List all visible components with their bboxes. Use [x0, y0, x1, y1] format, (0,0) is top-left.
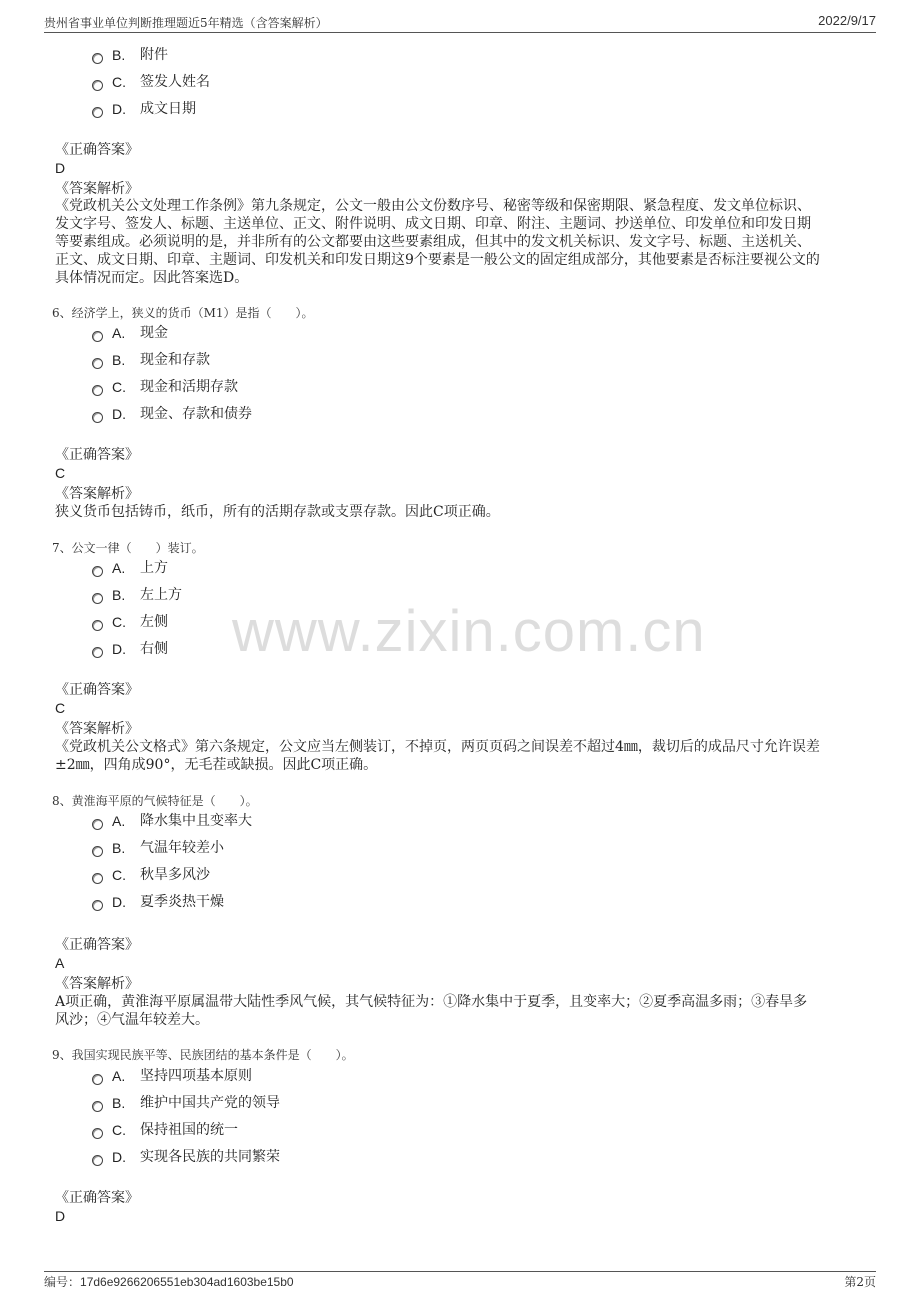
option-q9-c[interactable]: C. 保持祖国的统一: [92, 1120, 238, 1140]
analysis-line: 具体情况而定。因此答案选D。: [55, 270, 249, 286]
option-q7-d[interactable]: D. 右侧: [92, 639, 168, 659]
document-title: 贵州省事业单位判断推理题近5年精选（含答案解析）: [44, 16, 328, 30]
page-number: 第2页: [844, 1275, 876, 1289]
option-q7-b[interactable]: B. 左上方: [92, 585, 182, 605]
radio-icon[interactable]: [92, 846, 103, 857]
document-code: 编号：17d6e9266206551eb304ad1603be15b0: [44, 1275, 294, 1289]
question-9: 9、我国实现民族平等、民族团结的基本条件是（ ）。: [52, 1048, 354, 1062]
radio-icon[interactable]: [92, 385, 103, 396]
answer-value: D: [55, 1208, 66, 1224]
option-q7-a[interactable]: A. 上方: [92, 558, 168, 578]
radio-icon[interactable]: [92, 80, 103, 91]
radio-icon[interactable]: [92, 819, 103, 830]
option-q6-d[interactable]: D. 现金、存款和债券: [92, 404, 252, 424]
radio-icon[interactable]: [92, 331, 103, 342]
question-7: 7、公文一律（ ）装订。: [52, 541, 204, 555]
option-q7-c[interactable]: C. 左侧: [92, 612, 168, 632]
answer-value: C: [55, 700, 66, 716]
radio-icon[interactable]: [92, 900, 103, 911]
option-q9-a[interactable]: A. 坚持四项基本原则: [92, 1066, 252, 1086]
analysis-line: 《党政机关公文处理工作条例》第九条规定，公文一般由公文份数序号、秘密等级和保密期限、紧急程度、发文单位标识、: [55, 198, 811, 214]
answer-value: C: [55, 465, 66, 481]
analysis-line: 狭义货币包括铸币，纸币，所有的活期存款或支票存款。因此C项正确。: [55, 504, 500, 520]
radio-icon[interactable]: [92, 107, 103, 118]
option-q5-b[interactable]: B. 附件: [92, 45, 168, 65]
analysis-line: 《党政机关公文格式》第六条规定，公文应当左侧装订，不掉页，两页页码之间误差不超过4㎜，裁切后的成品尺寸允许误差: [55, 739, 820, 755]
analysis-label: 《答案解析》: [55, 976, 139, 992]
answer-label: 《正确答案》: [55, 1190, 139, 1206]
answer-label: 《正确答案》: [55, 447, 139, 463]
radio-icon[interactable]: [92, 1155, 103, 1166]
option-q5-d[interactable]: D. 成文日期: [92, 99, 196, 119]
analysis-label: 《答案解析》: [55, 486, 139, 502]
radio-icon[interactable]: [92, 1074, 103, 1085]
radio-icon[interactable]: [92, 566, 103, 577]
option-q9-d[interactable]: D. 实现各民族的共同繁荣: [92, 1147, 280, 1167]
analysis-line: 正文、成文日期、印章、主题词、印发机关和印发日期这9个要素是一般公文的固定组成部分，其他要素是否标注要视公文的: [55, 252, 820, 268]
watermark: www.zixin.com.cn: [232, 599, 706, 664]
answer-label: 《正确答案》: [55, 937, 139, 953]
option-q9-b[interactable]: B. 维护中国共产党的领导: [92, 1093, 280, 1113]
radio-icon[interactable]: [92, 647, 103, 658]
option-q6-b[interactable]: B. 现金和存款: [92, 350, 210, 370]
answer-label: 《正确答案》: [55, 142, 139, 158]
option-q8-b[interactable]: B. 气温年较差小: [92, 838, 224, 858]
page-header: [44, 10, 876, 33]
radio-icon[interactable]: [92, 1101, 103, 1112]
analysis-line: A项正确，黄淮海平原属温带大陆性季风气候，其气候特征为：①降水集中于夏季，且变率大；②夏季高温多雨；③春旱多: [55, 994, 808, 1010]
option-q5-c[interactable]: C. 签发人姓名: [92, 72, 210, 92]
radio-icon[interactable]: [92, 358, 103, 369]
answer-label: 《正确答案》: [55, 682, 139, 698]
option-q8-a[interactable]: A. 降水集中且变率大: [92, 811, 252, 831]
answer-value: D: [55, 160, 66, 176]
answer-value: A: [55, 955, 65, 971]
question-6: 6、经济学上，狭义的货币（M1）是指（ ）。: [52, 306, 314, 320]
analysis-line: ±2㎜，四角成90°，无毛茬或缺损。因此C项正确。: [55, 757, 378, 773]
analysis-line: 风沙；④气温年较差大。: [55, 1012, 209, 1028]
analysis-line: 发文字号、签发人、标题、主送单位、正文、附件说明、成文日期、印章、附注、主题词、抄送单位、印发单位和印发日期: [55, 216, 811, 232]
option-q6-c[interactable]: C. 现金和活期存款: [92, 377, 238, 397]
analysis-line: 等要素组成。必须说明的是，并非所有的公文都要由这些要素组成，但其中的发文机关标识、发文字号、标题、主送机关、: [55, 234, 811, 250]
question-8: 8、黄淮海平原的气候特征是（ ）。: [52, 794, 258, 808]
radio-icon[interactable]: [92, 53, 103, 64]
radio-icon[interactable]: [92, 620, 103, 631]
document-date: 2022/9/17: [818, 13, 876, 28]
option-q6-a[interactable]: A. 现金: [92, 323, 168, 343]
radio-icon[interactable]: [92, 1128, 103, 1139]
analysis-label: 《答案解析》: [55, 721, 139, 737]
radio-icon[interactable]: [92, 412, 103, 423]
page-footer: [44, 1271, 876, 1294]
option-q8-d[interactable]: D. 夏季炎热干燥: [92, 892, 224, 912]
radio-icon[interactable]: [92, 873, 103, 884]
analysis-label: 《答案解析》: [55, 181, 139, 197]
option-q8-c[interactable]: C. 秋旱多风沙: [92, 865, 210, 885]
radio-icon[interactable]: [92, 593, 103, 604]
